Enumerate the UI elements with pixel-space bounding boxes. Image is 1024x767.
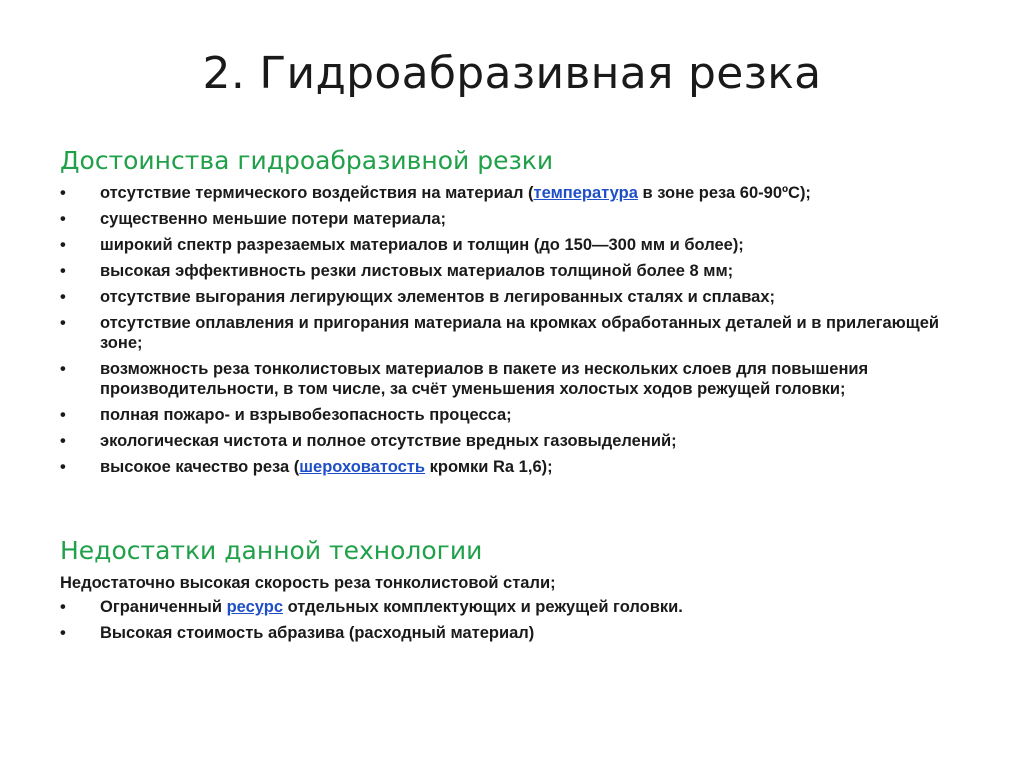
list-item: [60, 457, 970, 477]
bullet-icon: •: [60, 598, 66, 616]
bullet-icon: •: [60, 432, 66, 450]
list-item-text: Ограниченный: [100, 598, 227, 616]
list-item-text: возможность реза тонколистовых материалов в пакете из нескольких слоев для повышения производительности, в том числе, за счёт уменьшения холостых ходов режущей головки;: [100, 360, 869, 398]
disadvantages-intro: Недостаточно высокая скорость реза тонколистовой стали;: [60, 574, 556, 592]
list-item: [60, 405, 970, 425]
bullet-icon: •: [60, 360, 66, 378]
inline-link[interactable]: ресурс: [226, 598, 284, 616]
disadvantages-list: [60, 597, 970, 649]
bullet-icon: •: [60, 262, 66, 280]
list-item-text: кромки Ra 1,6);: [425, 458, 553, 476]
list-item: [60, 431, 970, 451]
list-item: [60, 209, 970, 229]
list-item-text: существенно меньшие потери материала;: [100, 210, 447, 228]
list-item-text: высокое качество реза (: [100, 458, 300, 476]
list-item: [60, 235, 970, 255]
list-item-text: отсутствие оплавления и пригорания материала на кромках обработанных деталей и в прилегающей зоне;: [100, 314, 940, 352]
list-item-text: широкий спектр разрезаемых материалов и толщин (до 150—300 мм и более);: [100, 236, 744, 254]
inline-link[interactable]: шероховатость: [299, 458, 426, 476]
advantages-list: [60, 183, 970, 483]
list-item-text: отдельных комплектующих и режущей головки.: [283, 598, 683, 616]
bullet-icon: •: [60, 624, 66, 642]
slide-title: 2. Гидроабразивная резка: [202, 48, 822, 99]
list-item: [60, 623, 970, 643]
list-item-text: Высокая стоимость абразива (расходный материал): [100, 624, 535, 642]
bullet-icon: •: [60, 406, 66, 424]
list-item-text: в зоне реза 60-90ºC);: [637, 184, 811, 202]
list-item: [60, 597, 970, 617]
advantages-heading: Достоинства гидроабразивной резки: [60, 146, 554, 175]
bullet-icon: •: [60, 314, 66, 332]
bullet-icon: •: [60, 288, 66, 306]
list-item-text: экологическая чистота и полное отсутствие вредных газовыделений;: [100, 432, 677, 450]
list-item-text: отсутствие выгорания легирующих элементов в легированных сталях и сплавах;: [100, 288, 775, 306]
list-item-text: высокая эффективность резки листовых материалов толщиной более 8 мм;: [100, 262, 734, 280]
list-item: [60, 359, 970, 399]
bullet-icon: •: [60, 236, 66, 254]
bullet-icon: •: [60, 210, 66, 228]
inline-link[interactable]: температура: [533, 184, 638, 202]
list-item: [60, 183, 970, 203]
disadvantages-heading: Недостатки данной технологии: [60, 536, 483, 565]
list-item: [60, 313, 970, 353]
list-item-text: полная пожаро- и взрывобезопасность процесса;: [100, 406, 512, 424]
bullet-icon: •: [60, 184, 66, 202]
list-item: [60, 261, 970, 281]
list-item: [60, 287, 970, 307]
list-item-text: отсутствие термического воздействия на материал (: [100, 184, 534, 202]
bullet-icon: •: [60, 458, 66, 476]
